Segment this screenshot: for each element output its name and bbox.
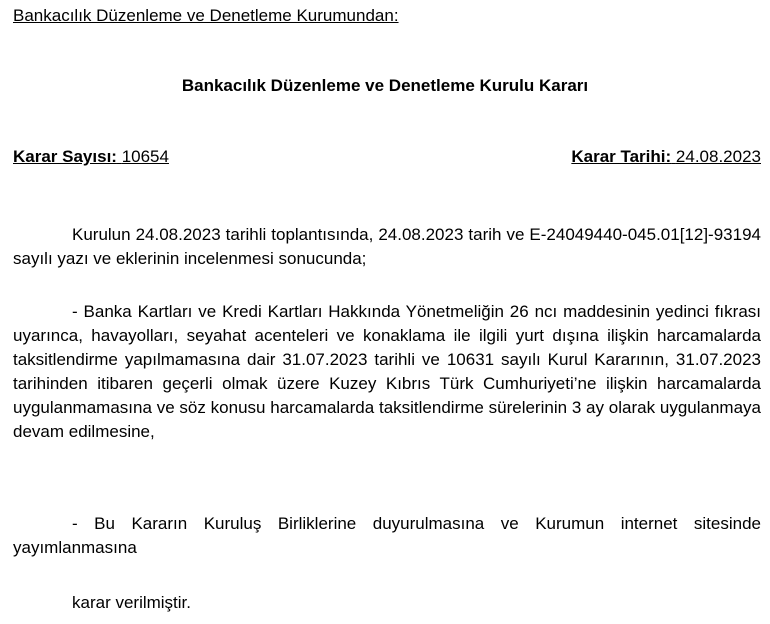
decision-date-label: Karar Tarihi: [571, 147, 672, 166]
paragraph-preamble: Kurulun 24.08.2023 tarihli toplantısında, 24.08.2023 tarih ve E-24049440-045.01[12]-93194 sayılı yazı ve eklerinin incelenmesi sonucunda; [13, 225, 761, 268]
decision-number-label: Karar Sayısı: [13, 147, 117, 166]
institution-header: Bankacılık Düzenleme ve Denetleme Kurumundan: [13, 6, 399, 25]
paragraph-decision-item-1: - Banka Kartları ve Kredi Kartları Hakkında Yönetmeliğin 26 ncı maddesinin yedinci fıkrası uyarınca, havayolları, seyahat acenteleri ve konaklama ile ilgili yurt dışına ilişkin harcamalarda taksitlendirme yapılmamasına dair 31.07.2023 tarihli ve 10631 sayılı Kurul Kararının, 31.07.2023 tarihinden itibaren geçerli olmak üzere Kuzey Kıbrıs Türk Cumhuriyeti’ne ilişkin harcamalarda uygulanmamasına ve söz konusu harcamalarda taksitlendirme sürelerinin 3 ay olarak uygulanmaya devam edilmesine, [13, 302, 761, 441]
decision-date-value: 24.08.2023 [675, 147, 761, 166]
decision-number-value: 10654 [121, 147, 169, 166]
decision-meta-row [13, 147, 761, 167]
document-title: Bankacılık Düzenleme ve Denetleme Kurulu Kararı [181, 76, 589, 95]
closing-statement: karar verilmiştir. [72, 593, 192, 612]
decision-number [13, 147, 169, 167]
decision-date [571, 147, 761, 167]
paragraph-decision-item-2: - Bu Kararın Kuruluş Birliklerine duyurulmasına ve Kurumun internet sitesinde yayımlanmasına [13, 514, 761, 557]
